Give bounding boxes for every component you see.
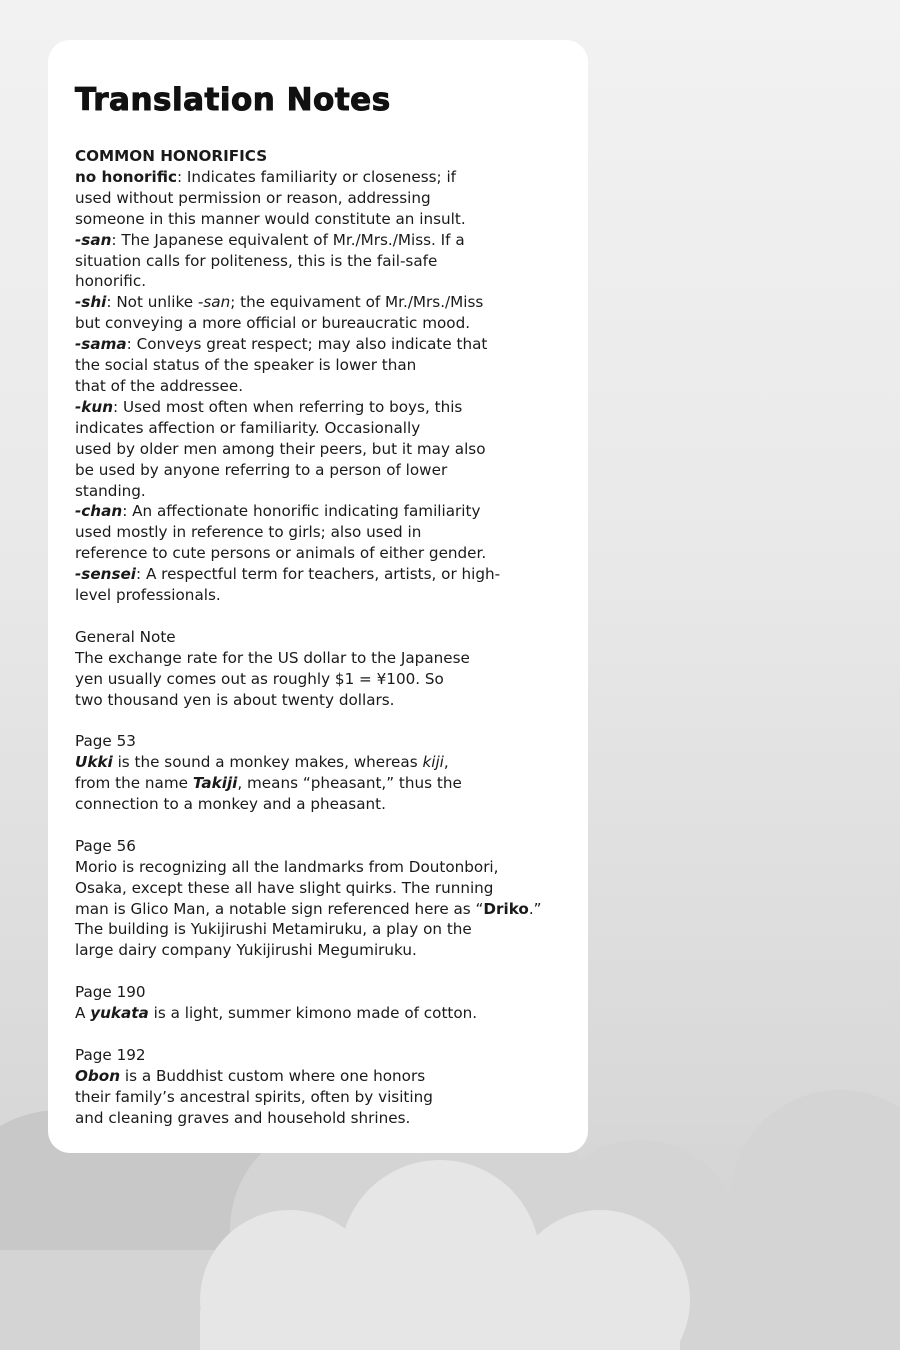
honorific-entry: -sama: Conveys great respect; may also indicate that the social status of the speaker is lower than that of the addressee.	[75, 335, 488, 395]
honorific-entry: -chan: An affectionate honorific indicating familiarity used mostly in reference to girls; also used in reference to cute persons or animals of either gender.	[75, 502, 487, 563]
note-page-192: Page 192 Obon is a Buddhist custom where one honors their family’s ancestral spirits, often by visiting and cleaning graves and household shrines.	[75, 1045, 433, 1127]
notes-body	[75, 146, 568, 1129]
honorific-entry: -sensei: A respectful term for teachers, artists, or high- level professionals.	[75, 565, 501, 605]
page-title: Translation Notes	[75, 82, 391, 118]
honorific-entry: no honorific: Indicates familiarity or closeness; if used without permission or reason, addressing someone in this manner would constitute an insult.	[75, 167, 466, 228]
honorific-entry: -san: The Japanese equivalent of Mr./Mrs./Miss. If a situation calls for politeness, this is the fail-safe honorific.	[75, 230, 465, 291]
note-page-56: Page 56 Morio is recognizing all the landmarks from Doutonbori, Osaka, except these all have slight quirks. The running man is Glico Man, a notable sign referenced here as “Driko.” The building is Yukijirushi Metamiruku, a play on the large dairy company Yukijirushi Megumiruku.	[75, 836, 542, 960]
note-page-190: Page 190 A yukata is a light, summer kimono made of cotton.	[75, 983, 478, 1023]
translation-notes-panel	[48, 40, 588, 1153]
section-heading: COMMON HONORIFICS	[75, 147, 268, 165]
honorific-entry: -shi: Not unlike -san; the equivament of Mr./Mrs./Miss but conveying a more official or bureaucratic mood.	[75, 293, 484, 333]
general-note: General Note The exchange rate for the US dollar to the Japanese yen usually comes out as roughly $1 = ¥100. So two thousand yen is about twenty dollars.	[75, 627, 470, 709]
honorific-entry: -kun: Used most often when referring to boys, this indicates affection or familiarity. Occasionally used by older men among their peers, but it may also be used by anyone referring to a person of lower standing.	[75, 397, 486, 500]
note-page-53: Page 53 Ukki is the sound a monkey makes, whereas kiji, from the name Takiji, means “pheasant,” thus the connection to a monkey and a pheasant.	[75, 732, 462, 814]
